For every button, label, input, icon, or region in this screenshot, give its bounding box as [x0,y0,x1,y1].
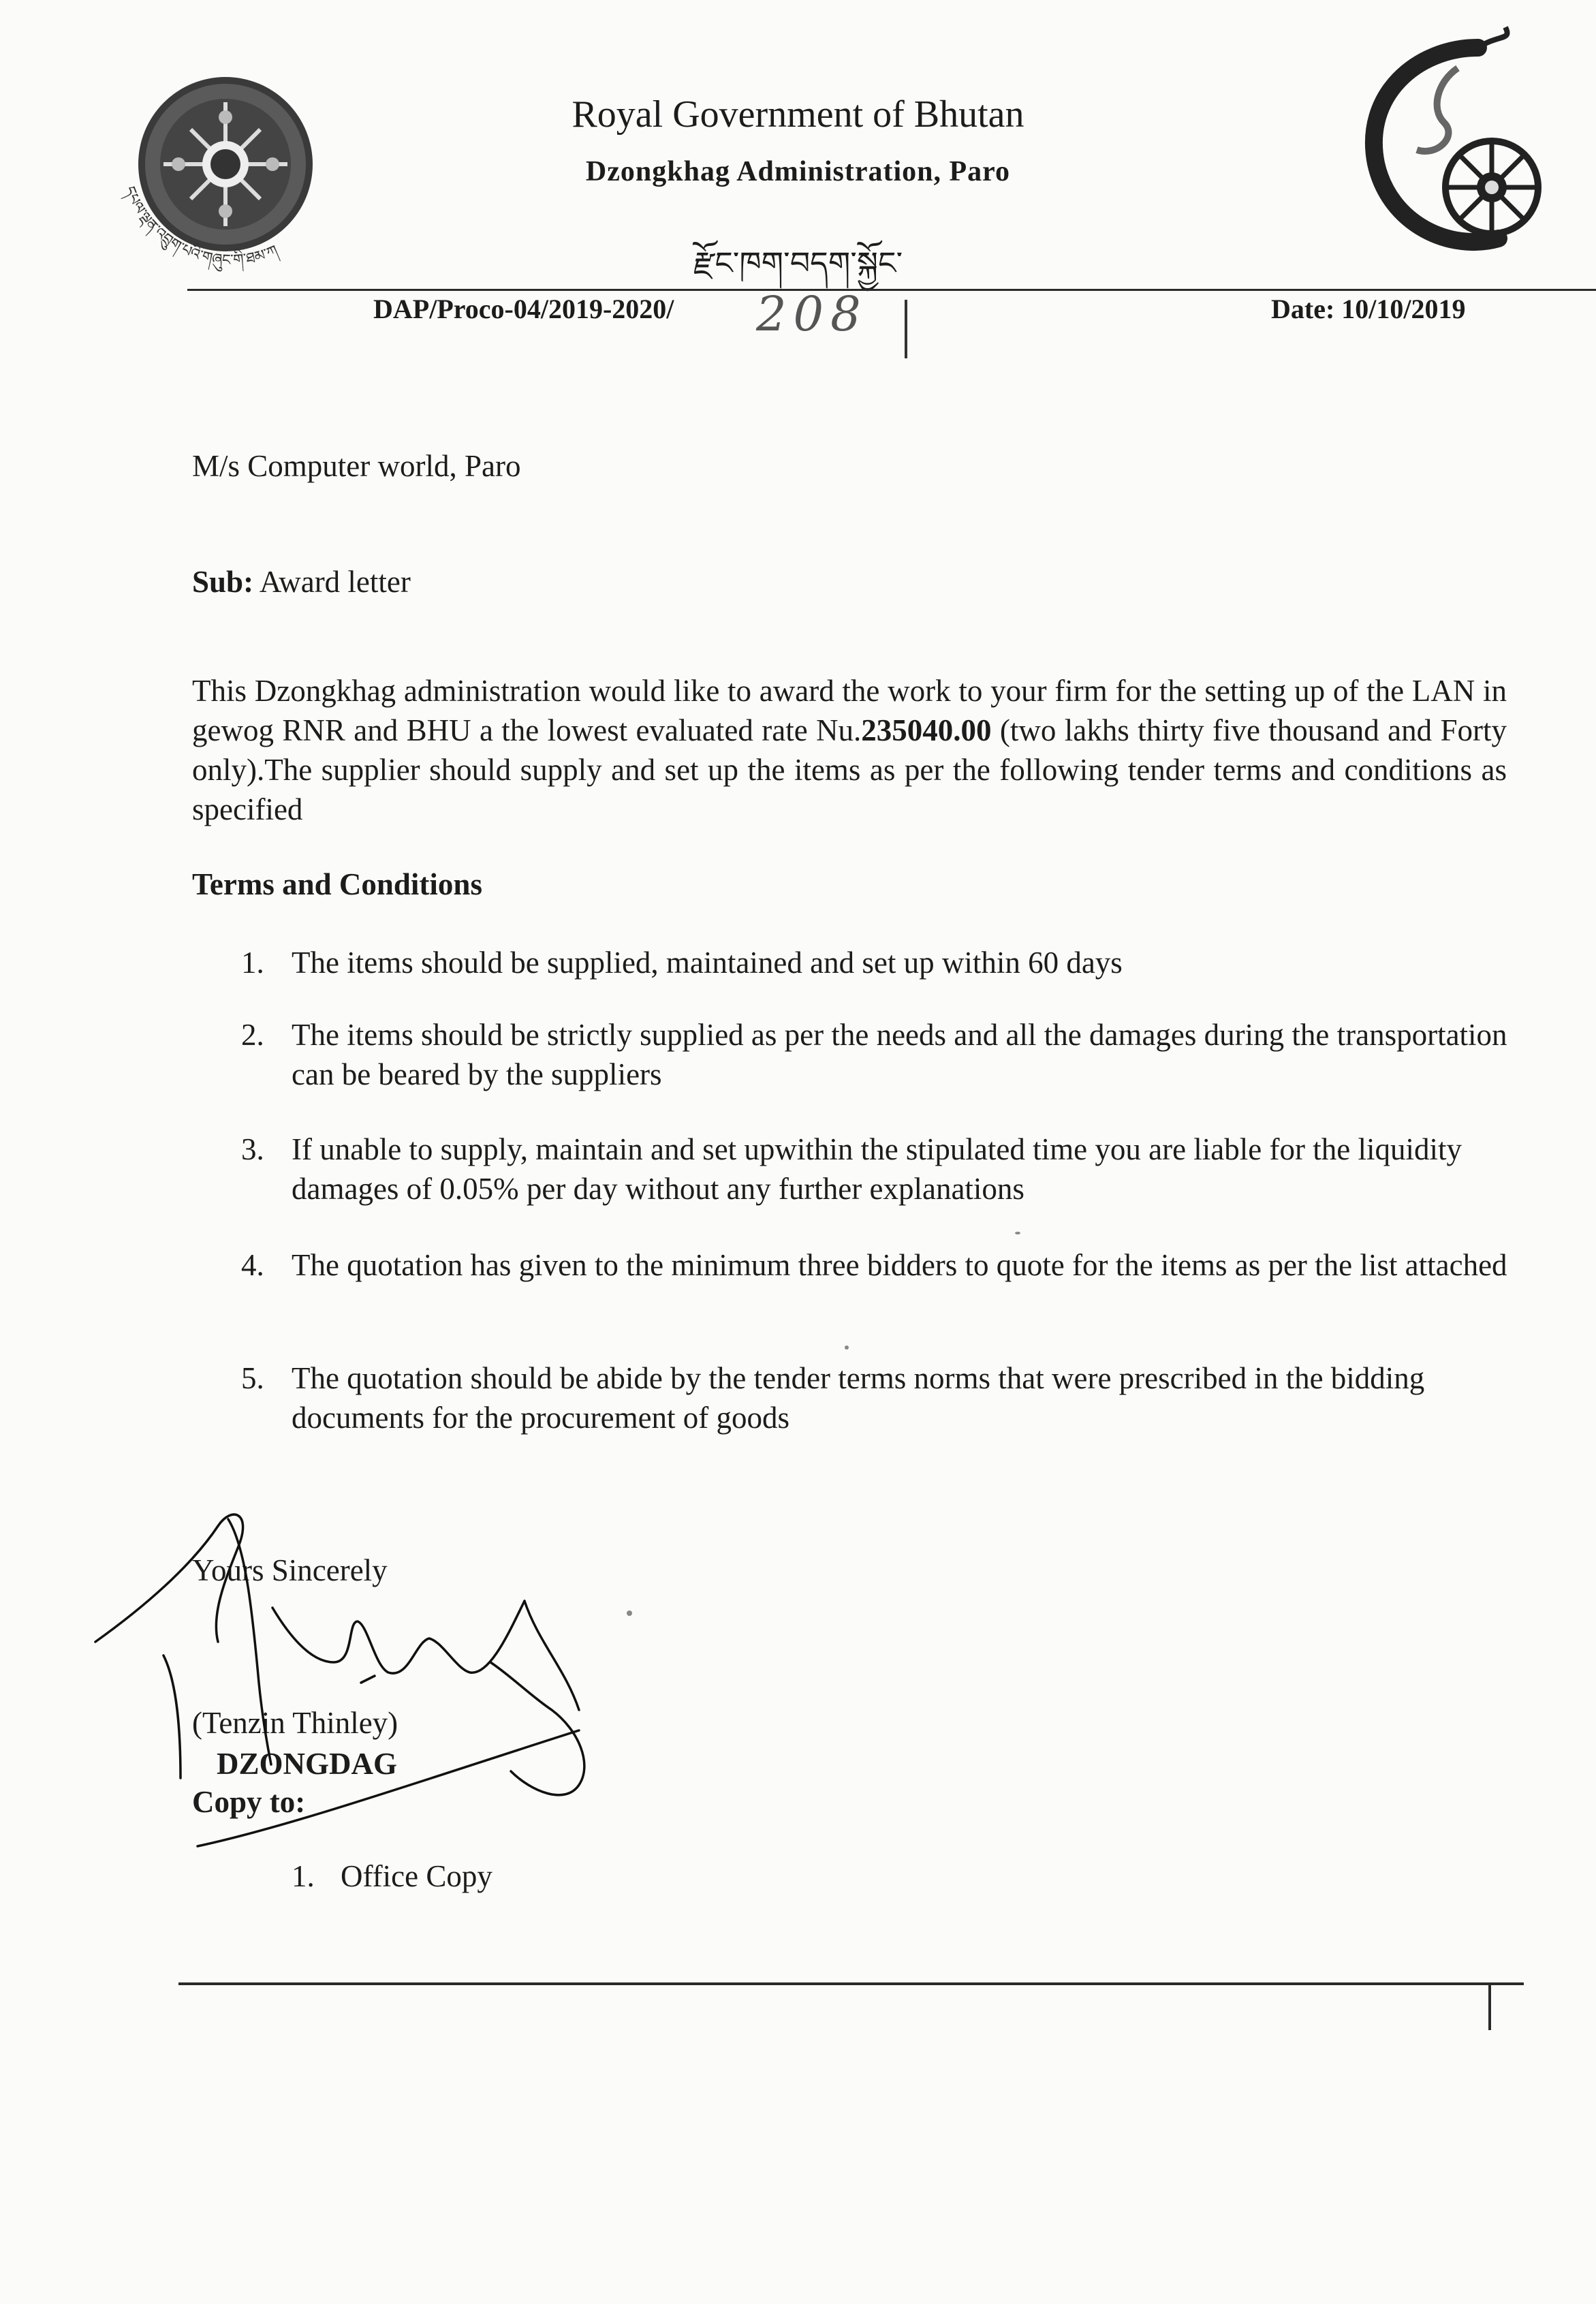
term-item [241,943,1508,982]
term-number: 2. [241,1018,264,1052]
scan-speck [627,1610,632,1616]
footer-tick-mark [1488,1982,1491,2030]
term-text: The quotation has given to the minimum three bidders to quote for the items as per the list attached [292,1248,1507,1282]
letter-date: Date: 10/10/2019 [1271,294,1466,324]
term-number: 5. [241,1361,264,1395]
closing-salutation: Yours Sincerely [192,1553,388,1587]
recipient: M/s Computer world, Paro [192,449,521,483]
term-item [241,1358,1508,1437]
footer-divider [178,1982,1524,1985]
paragraph-text-before: This Dzongkhag administration would like to award the work to your firm for the setting up of the LAN in gewog RNR and BHU a the lowest evaluated rate Nu. [192,674,1507,747]
government-title: Royal Government of Bhutan [572,93,1024,136]
terms-heading: Terms and Conditions [192,867,482,901]
paragraph-text-after: (two lakhs thirty five thousand and Forty only).The supplier should supply and set up the items as per the following tender terms and conditions as specified [192,713,1507,826]
award-amount: 235040.00 [861,713,992,747]
copy-recipient: Office Copy [341,1859,492,1893]
term-number: 4. [241,1248,264,1282]
term-text: The items should be supplied, maintained and set up within 60 days [292,946,1123,980]
handwritten-reference: 208 [756,286,868,342]
term-text: If unable to supply, maintain and set upwithin the stipulated time you are liable for the liquidity damages of 0.05% per day without any further explanations [292,1132,1462,1206]
scan-speck [845,1345,849,1350]
term-text: The items should be strictly supplied as per the needs and all the damages during the transportation can be beared by the suppliers [292,1018,1507,1091]
seal-inscription-text: དཔལ་ལྡན་འབྲུག་པའི་གཞུང་གི་ཐམ་ཀ [121,184,281,270]
subject-label: Sub: [192,565,254,599]
term-number: 1. [241,946,264,980]
term-item [241,1130,1508,1209]
term-number: 3. [241,1132,264,1166]
term-item [241,1245,1508,1285]
subject-line [192,562,411,602]
scan-speck [1015,1232,1020,1234]
award-paragraph [192,671,1507,829]
administration-title: Dzongkhag Administration, Paro [585,156,1011,187]
reference-number: DAP/Proco-04/2019-2020/ [373,294,674,324]
handwritten-mark [905,300,907,358]
signatory-designation: DZONGDAG [217,1747,398,1781]
handwritten-signature [89,1506,606,1887]
signatory-name: (Tenzin Thinley) [192,1706,398,1740]
copy-number: 1. [292,1859,315,1893]
subject-text: Award letter [259,565,411,599]
header-divider [187,289,1596,291]
copy-to-heading: Copy to: [192,1785,306,1819]
term-item [241,1015,1508,1094]
dzongkha-title: རྫོང་ཁག་བདག་སྐྱོང་ [693,245,903,281]
term-text: The quotation should be abide by the tender terms norms that were prescribed in the bidding documents for the procurement of goods [292,1361,1425,1435]
